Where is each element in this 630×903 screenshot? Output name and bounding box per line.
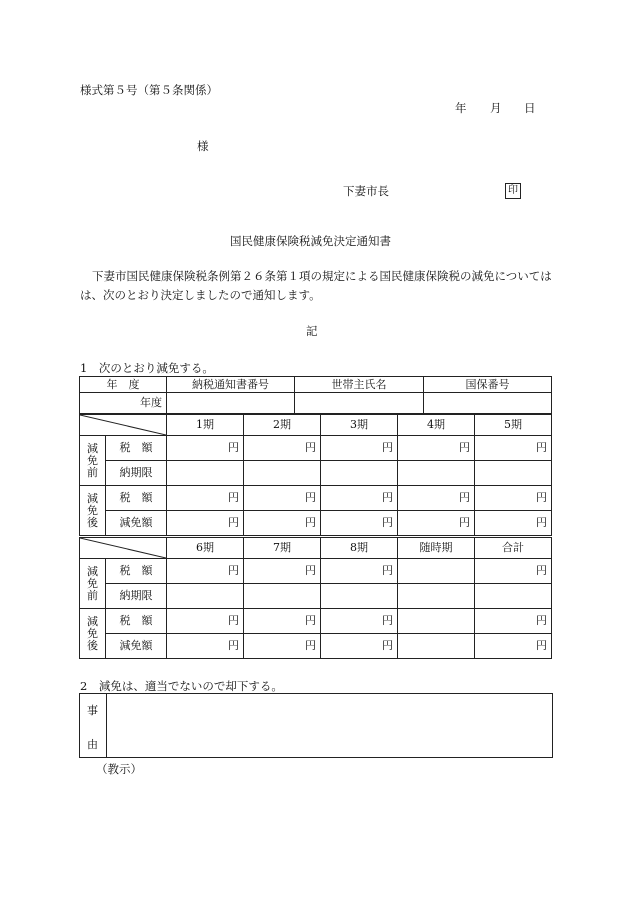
yen-cell: 円 — [321, 609, 398, 634]
notice-number-cell — [167, 393, 295, 414]
ki-heading: 記 — [306, 324, 318, 338]
empty-cell — [398, 634, 475, 659]
empty-cell — [398, 609, 475, 634]
before-reduction-label: 減 免 前 — [80, 559, 106, 609]
period-header: 8期 — [321, 538, 398, 559]
yen-cell: 円 — [167, 559, 244, 584]
yen-cell: 円 — [167, 436, 244, 461]
header-insurance-number: 国保番号 — [424, 377, 552, 393]
yen-cell: 円 — [167, 511, 244, 536]
info-table — [79, 376, 552, 414]
reason-box — [79, 693, 553, 758]
due-date-cell — [167, 584, 244, 609]
yen-cell: 円 — [244, 511, 321, 536]
yen-cell: 円 — [398, 436, 475, 461]
tax-amount-label: 税 額 — [106, 609, 167, 634]
body-text-line-1: 下妻市国民健康保険税条例第２６条第１項の規定による国民健康保険税の減免については — [92, 269, 552, 283]
diagonal-cell — [80, 538, 167, 559]
header-notice-number: 納税通知書番号 — [167, 377, 295, 393]
header-fiscal-year: 年 度 — [80, 377, 167, 393]
addressee-suffix: 様 — [197, 139, 209, 153]
due-date-label: 納期限 — [106, 584, 167, 609]
insurance-number-cell — [424, 393, 552, 414]
yen-cell: 円 — [321, 436, 398, 461]
due-date-cell — [475, 461, 552, 486]
yen-cell: 円 — [398, 511, 475, 536]
reason-label-char-1: 事 — [87, 704, 98, 717]
period-header: 合計 — [475, 538, 552, 559]
reduction-table-2 — [79, 537, 552, 659]
reason-label-char-2: 由 — [87, 738, 98, 751]
seal-mark: 印 — [505, 183, 521, 199]
due-date-cell — [398, 461, 475, 486]
yen-cell: 円 — [475, 511, 552, 536]
date-year: 年 — [455, 101, 467, 115]
period-header: 3期 — [321, 415, 398, 436]
form-number: 様式第５号（第５条関係） — [80, 83, 218, 97]
tax-amount-label: 税 額 — [106, 436, 167, 461]
due-date-cell — [167, 461, 244, 486]
yen-cell: 円 — [167, 609, 244, 634]
householder-name-cell — [295, 393, 424, 414]
after-reduction-label: 減 免 後 — [80, 486, 106, 536]
period-header: 2期 — [244, 415, 321, 436]
due-date-cell — [321, 461, 398, 486]
yen-cell: 円 — [244, 436, 321, 461]
fiscal-year-cell: 年度 — [80, 393, 167, 414]
due-date-label: 納期限 — [106, 461, 167, 486]
yen-cell: 円 — [321, 634, 398, 659]
yen-cell: 円 — [167, 634, 244, 659]
period-header: 1期 — [167, 415, 244, 436]
diagonal-cell — [80, 415, 167, 436]
period-header: 6期 — [167, 538, 244, 559]
header-householder-name: 世帯主氏名 — [295, 377, 424, 393]
due-date-cell — [398, 584, 475, 609]
after-reduction-label: 減 免 後 — [80, 609, 106, 659]
reduction-table-1 — [79, 414, 552, 536]
tax-amount-label: 税 額 — [106, 559, 167, 584]
section-1-heading: 1 次のとおり減免する。 — [80, 361, 214, 375]
due-date-cell — [244, 461, 321, 486]
due-date-cell — [244, 584, 321, 609]
yen-cell: 円 — [475, 609, 552, 634]
date-month: 月 — [490, 101, 502, 115]
period-header: 随時期 — [398, 538, 475, 559]
yen-cell: 円 — [244, 559, 321, 584]
yen-cell: 円 — [475, 559, 552, 584]
yen-cell: 円 — [398, 486, 475, 511]
due-date-cell — [475, 584, 552, 609]
yen-cell: 円 — [475, 486, 552, 511]
reduced-amount-label: 減免額 — [106, 634, 167, 659]
empty-cell — [398, 559, 475, 584]
section-2-heading: 2 減免は、適当でないので却下する。 — [80, 679, 283, 693]
due-date-cell — [321, 584, 398, 609]
yen-cell: 円 — [244, 609, 321, 634]
reason-label — [80, 694, 107, 757]
yen-cell: 円 — [321, 511, 398, 536]
yen-cell: 円 — [321, 559, 398, 584]
period-header: 5期 — [475, 415, 552, 436]
issuer: 下妻市長 — [343, 184, 389, 198]
period-header: 4期 — [398, 415, 475, 436]
date-day: 日 — [524, 101, 536, 115]
yen-cell: 円 — [244, 486, 321, 511]
body-text-line-2: は、次のとおり決定しましたので通知します。 — [80, 288, 321, 302]
reduced-amount-label: 減免額 — [106, 511, 167, 536]
document-title: 国民健康保険税減免決定通知書 — [230, 234, 391, 248]
yen-cell: 円 — [167, 486, 244, 511]
instruction-note: （教示） — [96, 762, 142, 776]
yen-cell: 円 — [321, 486, 398, 511]
yen-cell: 円 — [244, 634, 321, 659]
period-header: 7期 — [244, 538, 321, 559]
yen-cell: 円 — [475, 634, 552, 659]
tax-amount-label: 税 額 — [106, 486, 167, 511]
before-reduction-label: 減 免 前 — [80, 436, 106, 486]
yen-cell: 円 — [475, 436, 552, 461]
